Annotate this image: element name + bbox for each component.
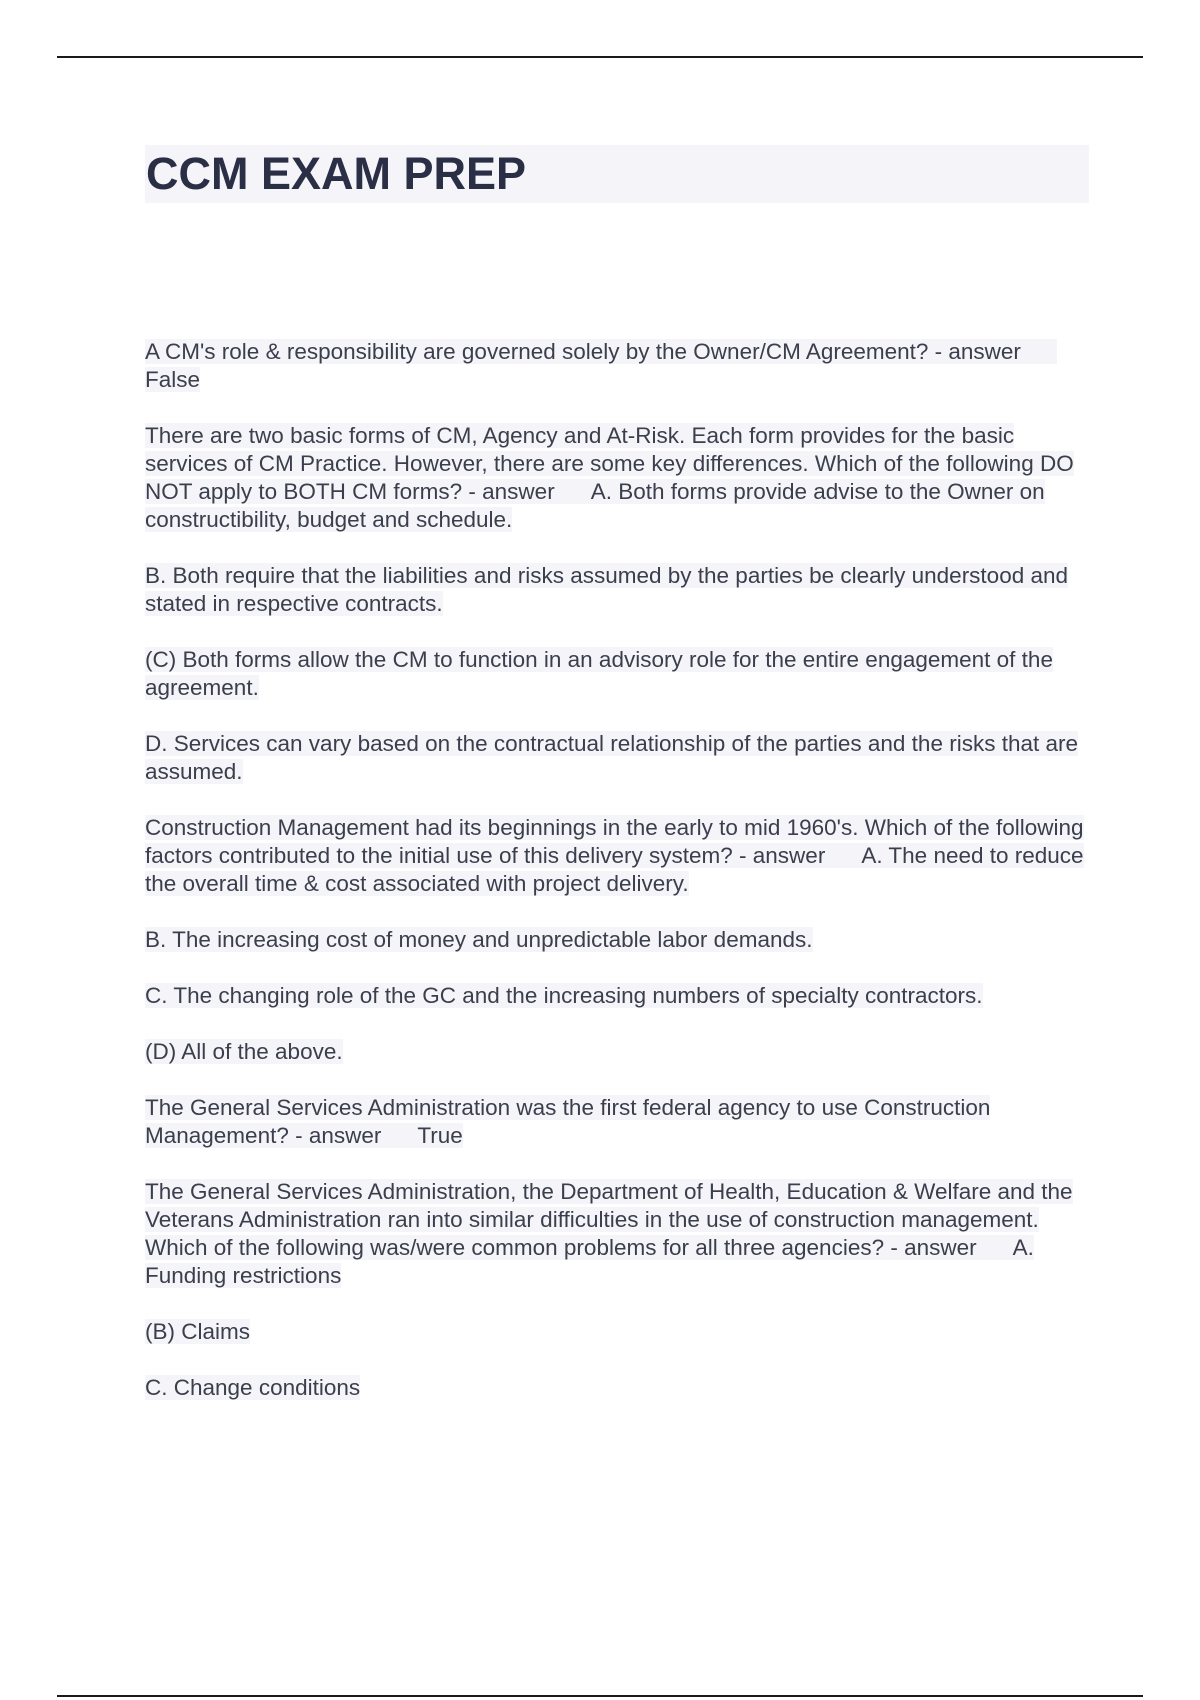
- paragraph-3: [145, 562, 1090, 618]
- option-text: C. The changing role of the GC and the increasing numbers of specialty contractors.: [145, 983, 983, 1008]
- paragraph-4: [145, 646, 1090, 702]
- question-text: A CM's role & responsibility are governed solely by the Owner/CM Agreement? - answer: [145, 339, 1021, 364]
- document-body: [145, 338, 1090, 1430]
- bottom-rule: [57, 1695, 1143, 1697]
- answer-text: False: [145, 367, 201, 392]
- page-title: CCM EXAM PREP: [146, 148, 527, 199]
- answer-text: A. The need to reduce the overall time & cost associated with project delivery.: [145, 843, 1084, 896]
- paragraph-5: [145, 730, 1090, 786]
- paragraph-10: [145, 1094, 1090, 1150]
- answer-text: A. Funding restrictions: [145, 1235, 1034, 1288]
- question-text: The General Services Administration was the first federal agency to use Construction Management? - answer: [145, 1095, 991, 1148]
- paragraph-12: [145, 1318, 1090, 1346]
- paragraph-6: [145, 814, 1090, 898]
- paragraph-8: [145, 982, 1090, 1010]
- answer-text: A. Both forms provide advise to the Owner on constructibility, budget and schedule.: [145, 479, 1045, 532]
- paragraph-2: [145, 422, 1090, 534]
- option-text: (B) Claims: [145, 1319, 250, 1344]
- option-text: B. Both require that the liabilities and risks assumed by the parties be clearly understood and stated in respective contracts.: [145, 563, 1069, 616]
- top-rule: [57, 56, 1143, 58]
- paragraph-9: [145, 1038, 1090, 1066]
- paragraph-11: [145, 1178, 1090, 1290]
- option-text: (D) All of the above.: [145, 1039, 343, 1064]
- option-text: D. Services can vary based on the contractual relationship of the parties and the risks that are assumed.: [145, 731, 1079, 784]
- answer-text: True: [417, 1123, 463, 1148]
- option-text: C. Change conditions: [145, 1375, 361, 1400]
- question-text: Construction Management had its beginnings in the early to mid 1960's. Which of the following factors contributed to the initial use of this delivery system? - answer: [145, 815, 1084, 868]
- option-text: B. The increasing cost of money and unpredictable labor demands.: [145, 927, 813, 952]
- question-text: There are two basic forms of CM, Agency and At-Risk. Each form provides for the basic services of CM Practice. However, there are some key differences. Which of the following DO NOT apply to BOTH CM forms? - answer: [145, 423, 1074, 504]
- paragraph-13: [145, 1374, 1090, 1402]
- question-text: The General Services Administration, the Department of Health, Education & Welfare and the Veterans Administration ran into similar difficulties in the use of construction management. Which of the following was/were common problems for all three agencies? - answer: [145, 1179, 1073, 1260]
- option-text: (C) Both forms allow the CM to function in an advisory role for the entire engagement of the agreement.: [145, 647, 1053, 700]
- paragraph-7: [145, 926, 1090, 954]
- paragraph-1: [145, 338, 1090, 394]
